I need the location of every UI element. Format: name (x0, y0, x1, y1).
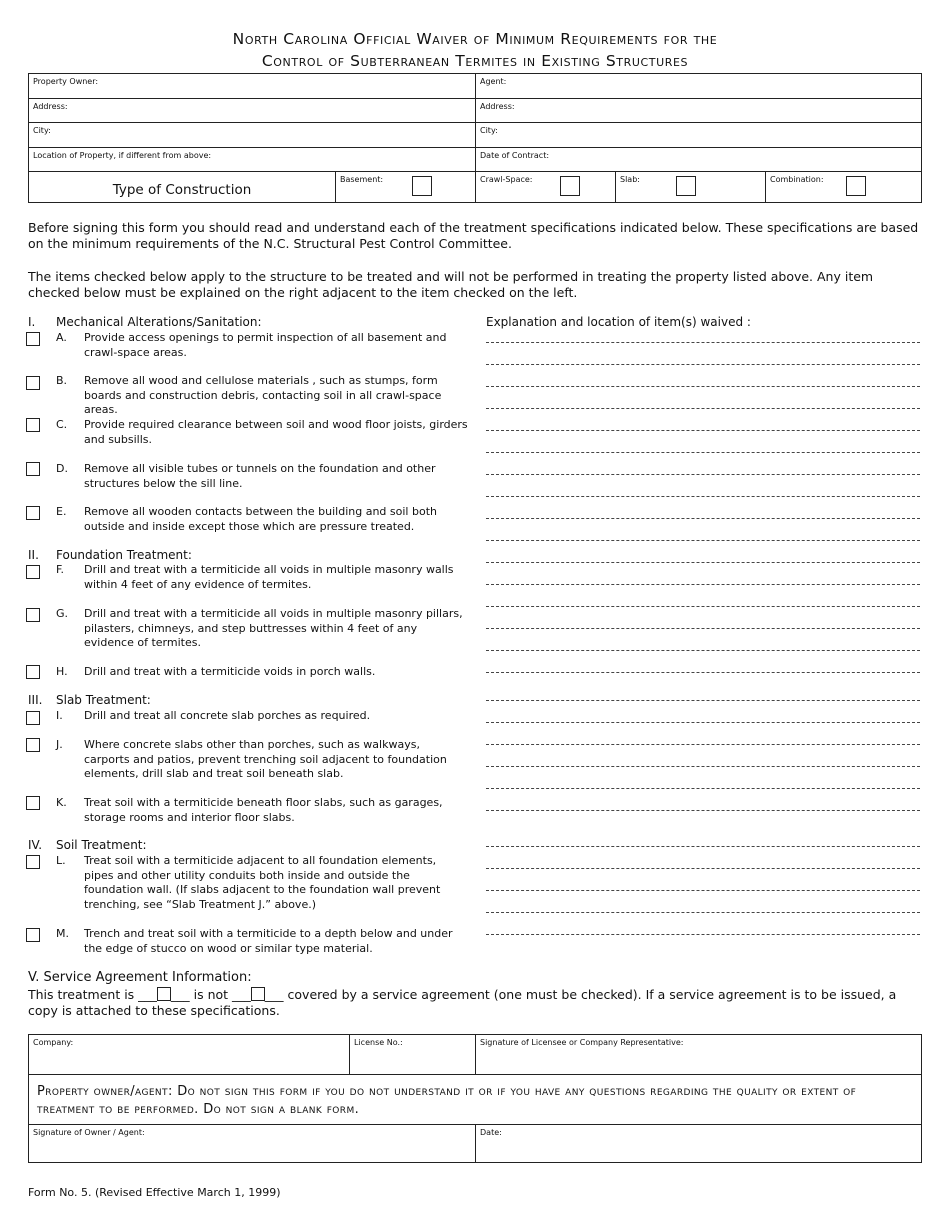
explanation-line[interactable] (486, 408, 920, 409)
item-b-checkbox[interactable] (26, 376, 40, 390)
item-e-letter: E. (56, 505, 67, 518)
item-m-letter: M. (56, 927, 69, 940)
combination-cell: Combination: (766, 172, 922, 203)
agent-address-field[interactable]: Address: (476, 99, 922, 123)
section-2-num: II. (28, 548, 39, 562)
agent-field[interactable]: Agent: (476, 74, 922, 99)
item-l-text: Treat soil with a termiticide adjacent to all foundation elements, pipes and other utility conduits both inside and outside the foundation wall. (If slabs adjacent to the foundation wall prevent trenching, see “Slab Treatment J.” above.) (84, 854, 441, 911)
item-l-letter: L. (56, 854, 66, 867)
section-1-num: I. (28, 315, 36, 329)
item-b-text: Remove all wood and cellulose materials , such as stumps, form boards and construction debris, contacting soil in all crawl-space areas. (84, 374, 442, 416)
item-e-text: Remove all wooden contacts between the building and soil both outside and inside except those which are pressure treated. (84, 505, 437, 533)
explanation-line[interactable] (486, 744, 920, 745)
explanation-line[interactable] (486, 562, 920, 563)
explanation-line[interactable] (486, 452, 920, 453)
item-f-letter: F. (56, 563, 65, 576)
section-4-num: IV. (28, 838, 43, 852)
explanation-line[interactable] (486, 430, 920, 431)
owner-signature-field[interactable]: Signature of Owner / Agent: (29, 1125, 476, 1163)
item-d-checkbox[interactable] (26, 462, 40, 476)
explanation-line[interactable] (486, 650, 920, 651)
explanation-line[interactable] (486, 474, 920, 475)
explanation-line[interactable] (486, 766, 920, 767)
slab-cell: Slab: (616, 172, 766, 203)
explanation-line[interactable] (486, 868, 920, 869)
explanation-line[interactable] (486, 386, 920, 387)
explanation-line[interactable] (486, 606, 920, 607)
item-m-text: Trench and treat soil with a termiticide to a depth below and under the edge of stucco on wood or similar type material. (84, 927, 453, 955)
item-d-letter: D. (56, 462, 68, 475)
owner-address-field[interactable]: Address: (29, 99, 476, 123)
section-2-title: Foundation Treatment: (56, 548, 192, 562)
item-g-checkbox[interactable] (26, 608, 40, 622)
date-field[interactable]: Date: (476, 1125, 922, 1163)
section-1-title: Mechanical Alterations/Sanitation: (56, 315, 262, 329)
explanation-line[interactable] (486, 518, 920, 519)
item-c-checkbox[interactable] (26, 418, 40, 432)
explanation-line[interactable] (486, 496, 920, 497)
item-c-letter: C. (56, 418, 68, 431)
explanation-line[interactable] (486, 810, 920, 811)
item-c-text: Provide required clearance between soil and wood floor joists, girders and subsills. (84, 418, 468, 446)
explanation-line[interactable] (486, 584, 920, 585)
form-title-line1: North Carolina Official Waiver of Minimum Requirements for the (232, 30, 718, 48)
explanation-header: Explanation and location of item(s) waived : (486, 315, 751, 329)
property-location-field[interactable]: Location of Property, if different from above: (29, 148, 476, 172)
item-h-checkbox[interactable] (26, 665, 40, 679)
explanation-line[interactable] (486, 364, 920, 365)
explanation-line[interactable] (486, 788, 920, 789)
section-3-title: Slab Treatment: (56, 693, 151, 707)
licensee-signature-field[interactable]: Signature of Licensee or Company Representative: (476, 1035, 922, 1075)
agent-city-field[interactable]: City: (476, 123, 922, 148)
item-a-checkbox[interactable] (26, 332, 40, 346)
basement-checkbox[interactable] (412, 176, 432, 196)
form-title-line2: Control of Subterranean Termites in Existing Structures (261, 52, 689, 70)
item-a-text: Provide access openings to permit inspection of all basement and crawl-space areas. (84, 331, 447, 359)
item-f-text: Drill and treat with a termiticide all voids in multiple masonry walls within 4 feet of any evidence of termites. (84, 563, 454, 591)
item-k-checkbox[interactable] (26, 796, 40, 810)
service-agreement-text: This treatment is ___ ___ is not ___ ___ covered by a service agreement (one must be checked). If a service agreement is to be issued, a copy is attached to these specifications. (28, 987, 897, 1018)
explanation-line[interactable] (486, 912, 920, 913)
crawl-space-cell: Crawl-Space: (476, 172, 616, 203)
intro-paragraph-1: Before signing this form you should read and understand each of the treatment specifications indicated below. These specifications are based on the minimum requirements of the N.C. Structural Pest Control Committee. (28, 220, 919, 251)
form-footer: Form No. 5. (Revised Effective March 1, 1999) (28, 1186, 281, 1199)
signature-table (28, 1034, 922, 1163)
license-field[interactable]: License No.: (350, 1035, 476, 1075)
item-i-letter: I. (56, 709, 63, 722)
item-k-text: Treat soil with a termiticide beneath floor slabs, such as garages, storage rooms and interior floor slabs. (84, 796, 443, 824)
explanation-line[interactable] (486, 628, 920, 629)
item-b-letter: B. (56, 374, 68, 387)
item-j-text: Where concrete slabs other than porches, such as walkways, carports and patios, prevent trenching soil adjacent to foundation elements, drill slab and treat soil beneath slab. (84, 738, 447, 780)
explanation-line[interactable] (486, 846, 920, 847)
item-h-letter: H. (56, 665, 68, 678)
service-agreement-heading: V. Service Agreement Information: (28, 970, 252, 985)
owner-city-field[interactable]: City: (29, 123, 476, 148)
property-owner-field[interactable]: Property Owner: (29, 74, 476, 99)
company-field[interactable]: Company: (29, 1035, 350, 1075)
item-g-letter: G. (56, 607, 69, 620)
item-a-letter: A. (56, 331, 67, 344)
item-m-checkbox[interactable] (26, 928, 40, 942)
crawl-space-checkbox[interactable] (560, 176, 580, 196)
item-e-checkbox[interactable] (26, 506, 40, 520)
item-i-checkbox[interactable] (26, 711, 40, 725)
explanation-line[interactable] (486, 672, 920, 673)
explanation-line[interactable] (486, 342, 920, 343)
service-is-not-checkbox[interactable] (251, 987, 265, 1001)
item-k-letter: K. (56, 796, 67, 809)
basement-cell: Basement: (336, 172, 476, 203)
combination-checkbox[interactable] (846, 176, 866, 196)
type-of-construction-label: Type of Construction (29, 172, 336, 203)
item-h-text: Drill and treat with a termiticide voids in porch walls. (84, 665, 376, 678)
explanation-line[interactable] (486, 700, 920, 701)
item-j-checkbox[interactable] (26, 738, 40, 752)
date-of-contract-field[interactable]: Date of Contract: (476, 148, 922, 172)
explanation-line[interactable] (486, 540, 920, 541)
item-j-letter: J. (56, 738, 63, 751)
explanation-line[interactable] (486, 934, 920, 935)
signing-warning: Property owner/agent: Do not sign this form if you do not understand it or if you have any questions regarding the quality or extent of treatment to be performed. Do not sign a blank form. (29, 1075, 922, 1125)
section-4-title: Soil Treatment: (56, 838, 147, 852)
item-l-checkbox[interactable] (26, 855, 40, 869)
section-3-num: III. (28, 693, 43, 707)
explanation-line[interactable] (486, 722, 920, 723)
intro-paragraph-2: The items checked below apply to the structure to be treated and will not be performed in treating the property listed above. Any item checked below must be explained on the right adjacent to the item checked on the left. (28, 269, 874, 300)
item-d-text: Remove all visible tubes or tunnels on the foundation and other structures below the sill line. (84, 462, 436, 490)
item-f-checkbox[interactable] (26, 565, 40, 579)
service-is-checkbox[interactable] (157, 987, 171, 1001)
explanation-line[interactable] (486, 890, 920, 891)
header-info-table (28, 73, 922, 203)
item-i-text: Drill and treat all concrete slab porches as required. (84, 709, 371, 722)
slab-checkbox[interactable] (676, 176, 696, 196)
item-g-text: Drill and treat with a termiticide all voids in multiple masonry pillars, pilasters, chimneys, and step buttresses within 4 feet of any evidence of termites. (84, 607, 463, 649)
